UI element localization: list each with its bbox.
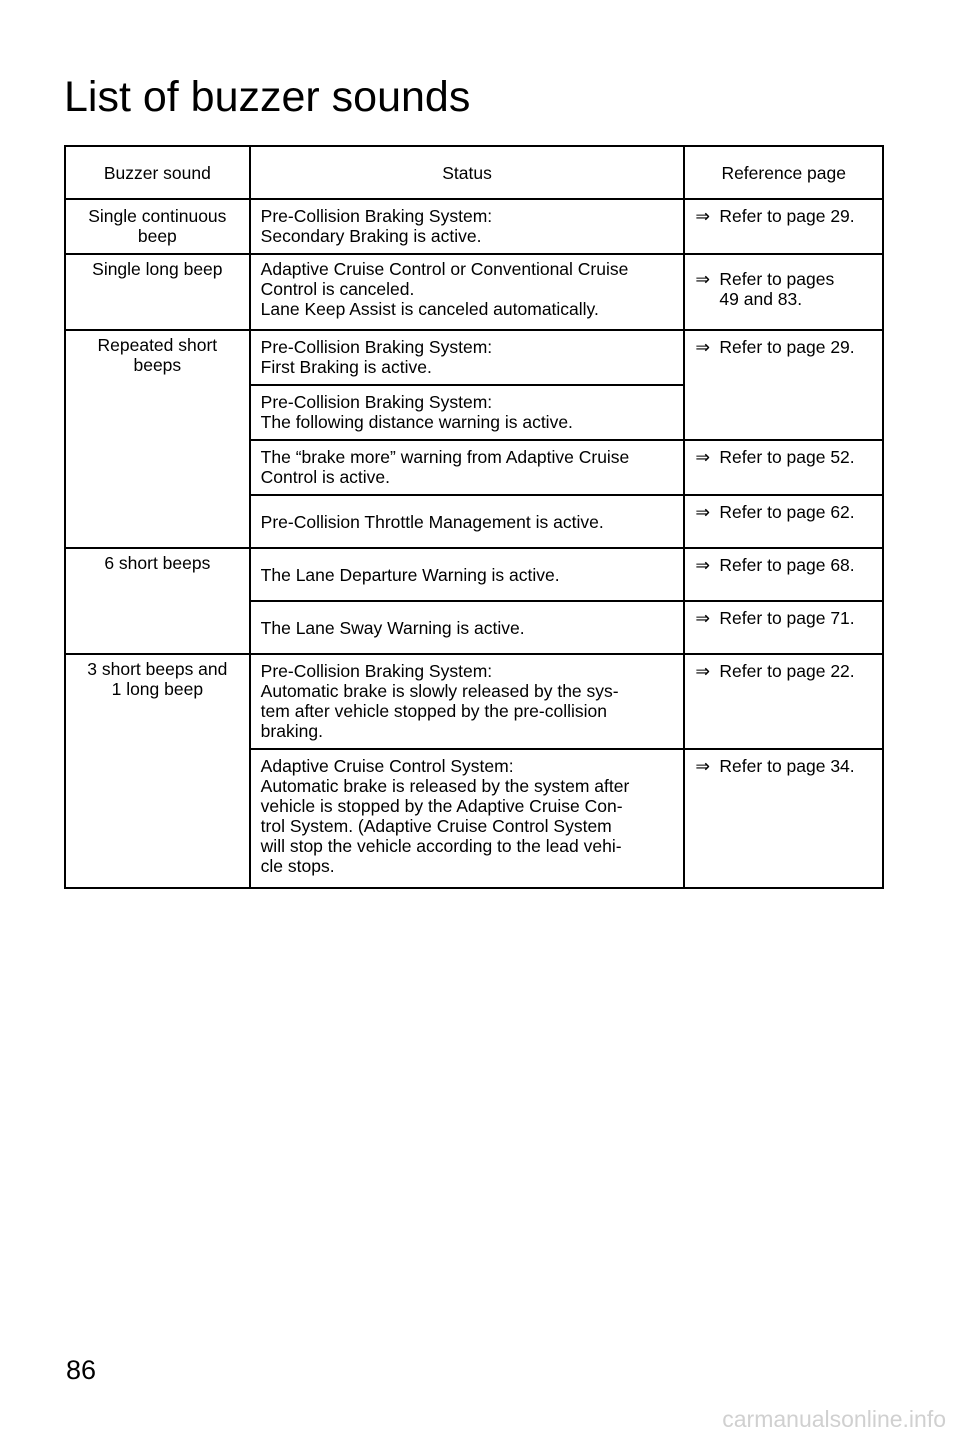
status-text: Adaptive Cruise Control or Conventional Cruise [260, 259, 629, 279]
header-status: Status [250, 146, 685, 199]
reference-cell [684, 199, 883, 254]
status-text: Automatic brake is released by the system after [260, 776, 630, 796]
buzzer-sound-text: Single long beep [92, 259, 223, 279]
table-row [65, 254, 883, 330]
reference-cell [684, 330, 883, 440]
status-cell [250, 199, 685, 254]
arrow-icon: ⇒ [695, 756, 711, 776]
table-row [65, 330, 883, 385]
status-text: First Braking is active. [260, 357, 432, 377]
reference-text: Refer to page 29. [719, 337, 855, 357]
buzzer-sound-cell [65, 254, 250, 330]
status-cell [250, 440, 685, 495]
reference-cell [684, 254, 883, 330]
status-text: The Lane Departure Warning is active. [260, 564, 560, 585]
reference-cell [684, 654, 883, 749]
header-buzzer-sound: Buzzer sound [65, 146, 250, 199]
status-text: Pre-Collision Throttle Management is active. [260, 511, 604, 532]
status-cell [250, 749, 685, 888]
buzzer-sound-text: 1 long beep [111, 679, 204, 699]
reference-cell [684, 601, 883, 654]
table-row [65, 548, 883, 601]
status-text: tem after vehicle stopped by the pre-collision [260, 701, 607, 721]
status-text: The Lane Sway Warning is active. [260, 617, 525, 638]
arrow-icon: ⇒ [695, 555, 711, 575]
buzzer-sound-text: 3 short beeps and [87, 659, 228, 679]
status-text: Lane Keep Assist is canceled automatically. [260, 299, 599, 319]
buzzer-sound-text: Repeated short [97, 335, 218, 355]
arrow-icon: ⇒ [695, 447, 711, 467]
table-row [65, 654, 883, 749]
buzzer-sound-cell [65, 199, 250, 254]
reference-text: 49 and 83. [719, 289, 803, 309]
table-row [65, 199, 883, 254]
status-text: will stop the vehicle according to the lead vehi- [260, 836, 622, 856]
reference-text: Refer to page 62. [719, 502, 855, 522]
watermark-url: carmanualsonline.info [722, 1406, 946, 1432]
status-text: Pre-Collision Braking System: [260, 392, 493, 412]
arrow-icon: ⇒ [695, 269, 711, 289]
reference-cell [684, 548, 883, 601]
status-text: trol System. (Adaptive Cruise Control System [260, 816, 612, 836]
reference-text: Refer to page 71. [719, 608, 855, 628]
status-text: The “brake more” warning from Adaptive Cruise [260, 447, 630, 467]
buzzer-sound-cell [65, 548, 250, 654]
buzzer-sound-cell [65, 654, 250, 888]
status-text: Control is canceled. [260, 279, 415, 299]
reference-cell [684, 440, 883, 495]
reference-cell [684, 495, 883, 548]
reference-text: Refer to page 22. [719, 661, 855, 681]
header-reference-page: Reference page [684, 146, 883, 199]
reference-text: Refer to page 52. [719, 447, 855, 467]
status-text: Pre-Collision Braking System: [260, 337, 493, 357]
status-text: Adaptive Cruise Control System: [260, 756, 514, 776]
status-text: The following distance warning is active. [260, 412, 573, 432]
table-header-row [65, 146, 883, 199]
status-text: Secondary Braking is active. [260, 226, 482, 246]
reference-text: Refer to page 29. [719, 206, 855, 226]
page-number: 86 [66, 1355, 97, 1385]
reference-text: Refer to pages [719, 269, 835, 289]
status-text: vehicle is stopped by the Adaptive Cruise Con- [260, 796, 623, 816]
status-cell [250, 385, 685, 440]
status-cell [250, 495, 685, 548]
status-cell [250, 254, 685, 330]
status-text: braking. [260, 721, 323, 741]
buzzer-sound-text: Single continuous [88, 206, 227, 226]
status-text: Control is active. [260, 467, 391, 487]
buzzer-sounds-table [64, 145, 884, 889]
arrow-icon: ⇒ [695, 337, 711, 357]
status-cell [250, 330, 685, 385]
buzzer-sound-text: beep [137, 226, 177, 246]
reference-cell [684, 749, 883, 888]
status-cell [250, 601, 685, 654]
arrow-icon: ⇒ [695, 661, 711, 681]
arrow-icon: ⇒ [695, 502, 711, 522]
status-text: Pre-Collision Braking System: [260, 661, 493, 681]
reference-text: Refer to page 68. [719, 555, 855, 575]
buzzer-sound-text: beeps [133, 355, 182, 375]
reference-text: Refer to page 34. [719, 756, 855, 776]
status-text: Automatic brake is slowly released by the sys- [260, 681, 619, 701]
arrow-icon: ⇒ [695, 608, 711, 628]
buzzer-sound-text: 6 short beeps [104, 553, 211, 573]
page-title: List of buzzer sounds [64, 73, 471, 121]
status-cell [250, 548, 685, 601]
status-text: Pre-Collision Braking System: [260, 206, 493, 226]
arrow-icon: ⇒ [695, 206, 711, 226]
status-text: cle stops. [260, 856, 335, 876]
buzzer-sound-cell [65, 330, 250, 548]
status-cell [250, 654, 685, 749]
